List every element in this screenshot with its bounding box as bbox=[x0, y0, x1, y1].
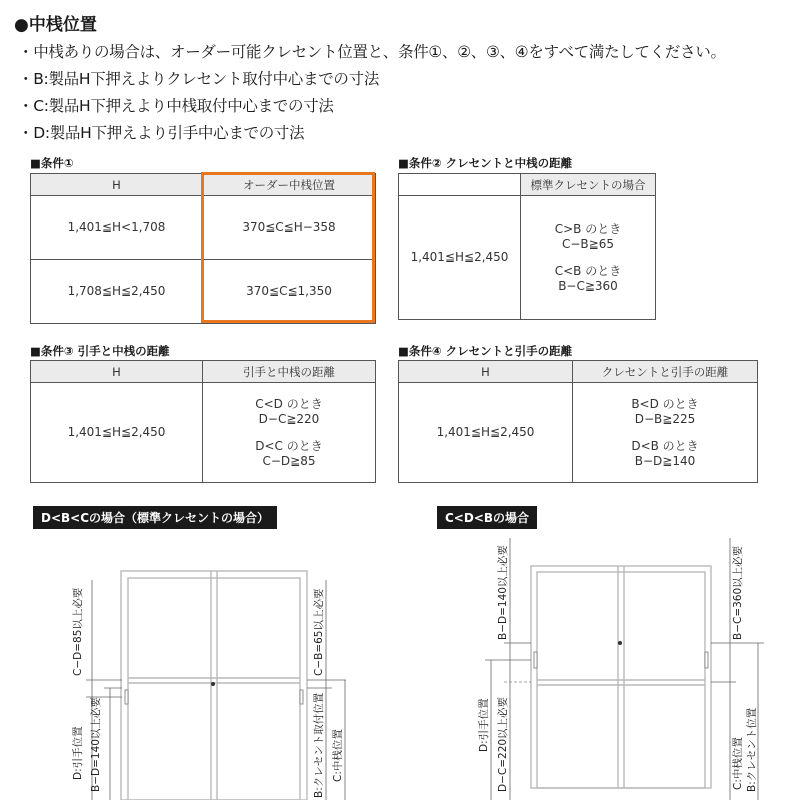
intro-line-1: ・中桟ありの場合は、オーダー可能クレセント位置と、条件①、②、③、④をすべて満たしてください。 bbox=[18, 43, 726, 61]
right-window-diagram bbox=[477, 538, 764, 800]
condition4-header-value: クレセントと引手の距離 bbox=[573, 361, 758, 383]
left-label-d-pos: D:引手位置 bbox=[72, 726, 84, 780]
right-label-bd: B−D=140以上必要 bbox=[497, 545, 509, 640]
condition3-label: ■条件③ 引手と中桟の距離 bbox=[30, 344, 170, 358]
right-pull-handle-right bbox=[705, 652, 708, 668]
condition3-header-h: H bbox=[31, 361, 203, 383]
condition2-line2: C−B≧65 bbox=[562, 236, 614, 251]
right-label-dc: D−C=220以上必要 bbox=[497, 696, 509, 792]
condition1-row2-value: 370≦C≦1,350 bbox=[203, 260, 376, 324]
left-inner-frame bbox=[128, 578, 300, 800]
left-crescent-lock bbox=[211, 682, 215, 686]
condition4-h: 1,401≦H≦2,450 bbox=[399, 383, 573, 483]
condition4-line4: B−D≧140 bbox=[634, 453, 696, 468]
condition1-label: ■条件① bbox=[30, 156, 74, 170]
condition4-line2: D−B≧225 bbox=[634, 411, 696, 426]
left-label-cd: C−D=85以上必要 bbox=[72, 587, 84, 676]
left-label-b-pos: B:クレセント取付位置 bbox=[313, 692, 325, 798]
right-label-d-pos: D:引手位置 bbox=[478, 698, 490, 752]
condition2-line1: C>B のとき bbox=[554, 221, 622, 236]
condition3-h: 1,401≦H≦2,450 bbox=[31, 383, 203, 483]
intro-line-4: ・D:製品H下押えより引手中心までの寸法 bbox=[18, 124, 305, 142]
condition4-label: ■条件④ クレセントと引手の距離 bbox=[398, 344, 573, 358]
right-outer-frame bbox=[531, 566, 711, 788]
case-left-title: D<B<Cの場合（標準クレセントの場合） bbox=[33, 506, 277, 529]
left-pull-handle-right bbox=[300, 690, 303, 704]
left-pull-handle-left bbox=[125, 690, 128, 704]
condition4-line1: B<D のとき bbox=[631, 396, 699, 411]
intro-line-3: ・C:製品H下押えより中桟取付中心までの寸法 bbox=[18, 97, 334, 115]
left-label-bd: B−D=140以上必要 bbox=[90, 697, 102, 792]
condition2-label: ■条件② クレセントと中桟の距離 bbox=[398, 156, 573, 170]
condition3-line2: D−C≧220 bbox=[258, 411, 320, 426]
right-label-bc: B−C=360以上必要 bbox=[732, 545, 744, 640]
condition3-line3: D<C のとき bbox=[255, 438, 323, 453]
condition2-line4: B−C≧360 bbox=[558, 278, 618, 293]
left-label-cb: C−B=65以上必要 bbox=[313, 588, 325, 676]
right-crescent-lock bbox=[618, 641, 622, 645]
section-heading: ●中桟位置 bbox=[14, 15, 97, 35]
condition2-h: 1,401≦H≦2,450 bbox=[399, 196, 521, 320]
condition3-header-value: 引手と中桟の距離 bbox=[203, 361, 376, 383]
condition1-header-value: オーダー中桟位置 bbox=[203, 174, 376, 196]
intro-line-2: ・B:製品H下押えよりクレセント取付中心までの寸法 bbox=[18, 70, 380, 88]
right-label-b-pos: B:クレセント位置 bbox=[746, 707, 758, 792]
condition3-line1: C<D のとき bbox=[255, 396, 323, 411]
left-label-c-pos: C:中桟位置 bbox=[332, 729, 344, 782]
condition2-header-standard: 標準クレセントの場合 bbox=[521, 174, 656, 196]
right-pull-handle-left bbox=[534, 652, 537, 668]
condition4-header-h: H bbox=[399, 361, 573, 383]
condition1-row1-h: 1,401≦H<1,708 bbox=[31, 196, 203, 260]
condition3-line4: C−D≧85 bbox=[262, 453, 316, 468]
condition1-header-h: H bbox=[31, 174, 203, 196]
right-label-c-pos: C:中桟位置 bbox=[732, 737, 744, 790]
left-window-diagram bbox=[71, 571, 346, 800]
condition4-line3: D<B のとき bbox=[631, 438, 699, 453]
case-right-title: C<D<Bの場合 bbox=[437, 506, 537, 529]
condition2-line3: C<B のとき bbox=[554, 263, 622, 278]
condition1-row1-value: 370≦C≦H−358 bbox=[203, 196, 376, 260]
condition1-row2-h: 1,708≦H≦2,450 bbox=[31, 260, 203, 324]
